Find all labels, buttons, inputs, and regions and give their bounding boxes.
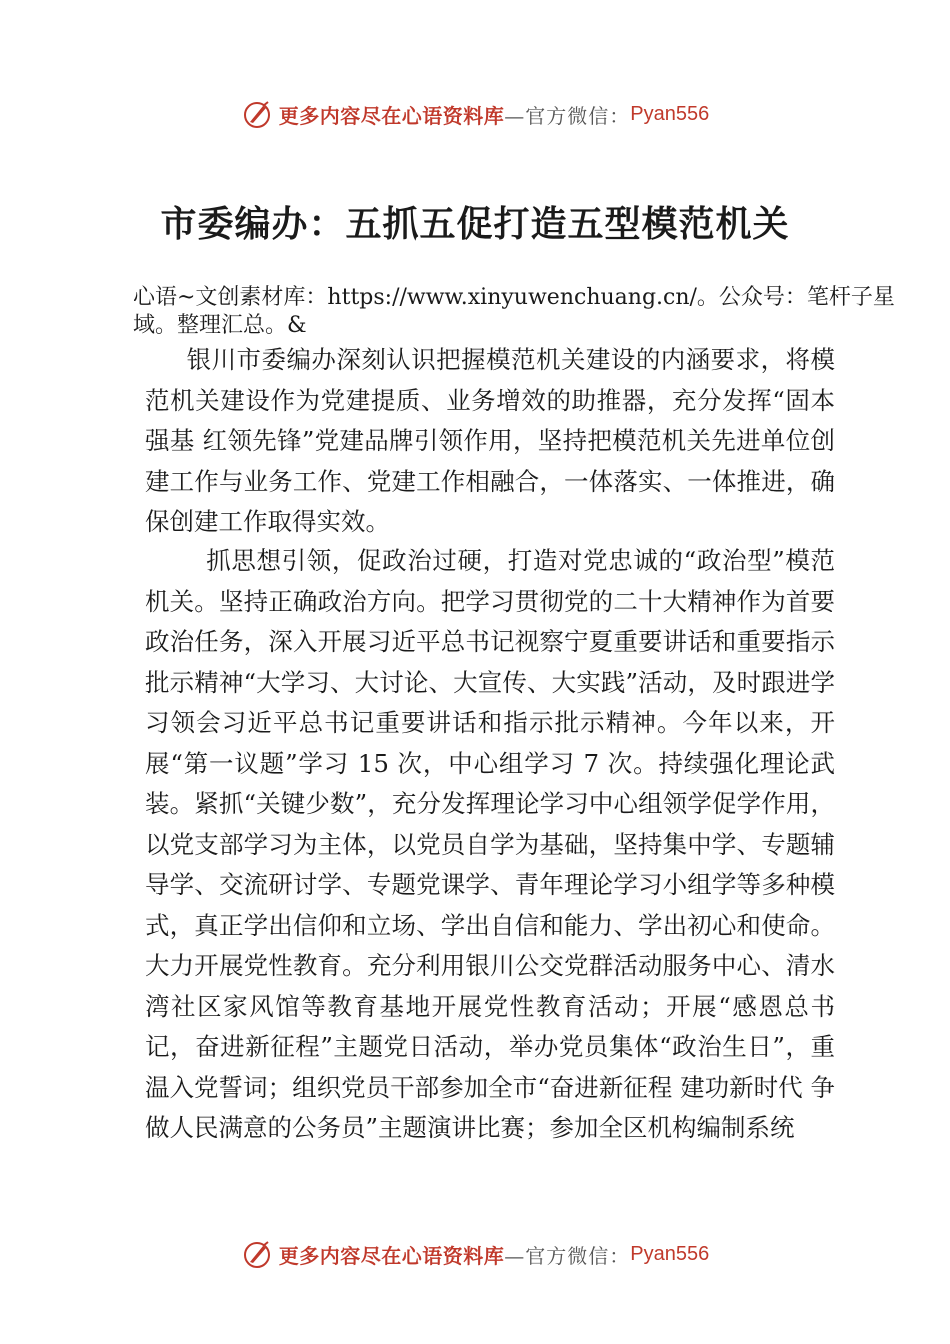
banner-wechat-label: —官方微信： [504,1243,631,1268]
banner-wechat-label: —官方微信： [504,103,631,128]
banner-wechat-id: Pyan556 [630,102,710,125]
footer-banner [0,1234,950,1274]
quill-pen-logo-icon [241,98,273,130]
banner-site-text: 更多内容尽在心语资料库 [278,103,505,128]
quill-pen-logo-icon [241,1238,273,1270]
header-banner [0,94,950,134]
banner-site-text: 更多内容尽在心语资料库 [278,1243,505,1268]
source-note: 心语~文创素材库：https://www.xinyuwenchuang.cn/。公众号：笔杆子星域。整理汇总。& [133,285,895,338]
body-paragraph-intro: 银川市委编办深刻认识把握模范机关建设的内涵要求，将模范机关建设作为党建提质、业务增效的助推器，充分发挥“固本强基 红领先锋”党建品牌引领作用，坚持把模范机关先进单位创建工作与业务工作、党建工作相融合，一体落实、一体推进，确保创建工作取得实效。 [145,345,835,536]
body-paragraph-political: 抓思想引领，促政治过硬，打造对党忠诚的“政治型”模范机关。坚持正确政治方向。把学习贯彻党的二十大精神作为首要政治任务，深入开展习近平总书记视察宁夏重要讲话和重要指示批示精神“大学习、大讨论、大宣传、大实践”活动，及时跟进学习领会习近平总书记重要讲话和指示批示精神。今年以来，开展“第一议题”学习 15 次，中心组学习 7 次。持续强化理论武装。紧抓“关键少数”，充分发挥理论学习中心组领学促学作用，以党支部学习为主体，以党员自学为基础，坚持集中学、专题辅导学、交流研讨学、专题党课学、青年理论学习小组学等多种模式，真正学出信仰和立场、学出自信和能力、学出初心和使命。大力开展党性教育。充分利用银川公交党群活动服务中心、清水湾社区家风馆等教育基地开展党性教育活动；开展“感恩总书记，奋进新征程”主题党日活动，举办党员集体“政治生日”，重温入党誓词；组织党员干部参加全市“奋进新征程 建功新时代 争做人民满意的公务员”主题演讲比赛；参加全区机构编制系统 [145,546,835,1142]
document-title: 市委编办：五抓五促打造五型模范机关 [160,203,790,245]
banner-wechat-id: Pyan556 [630,1242,710,1265]
